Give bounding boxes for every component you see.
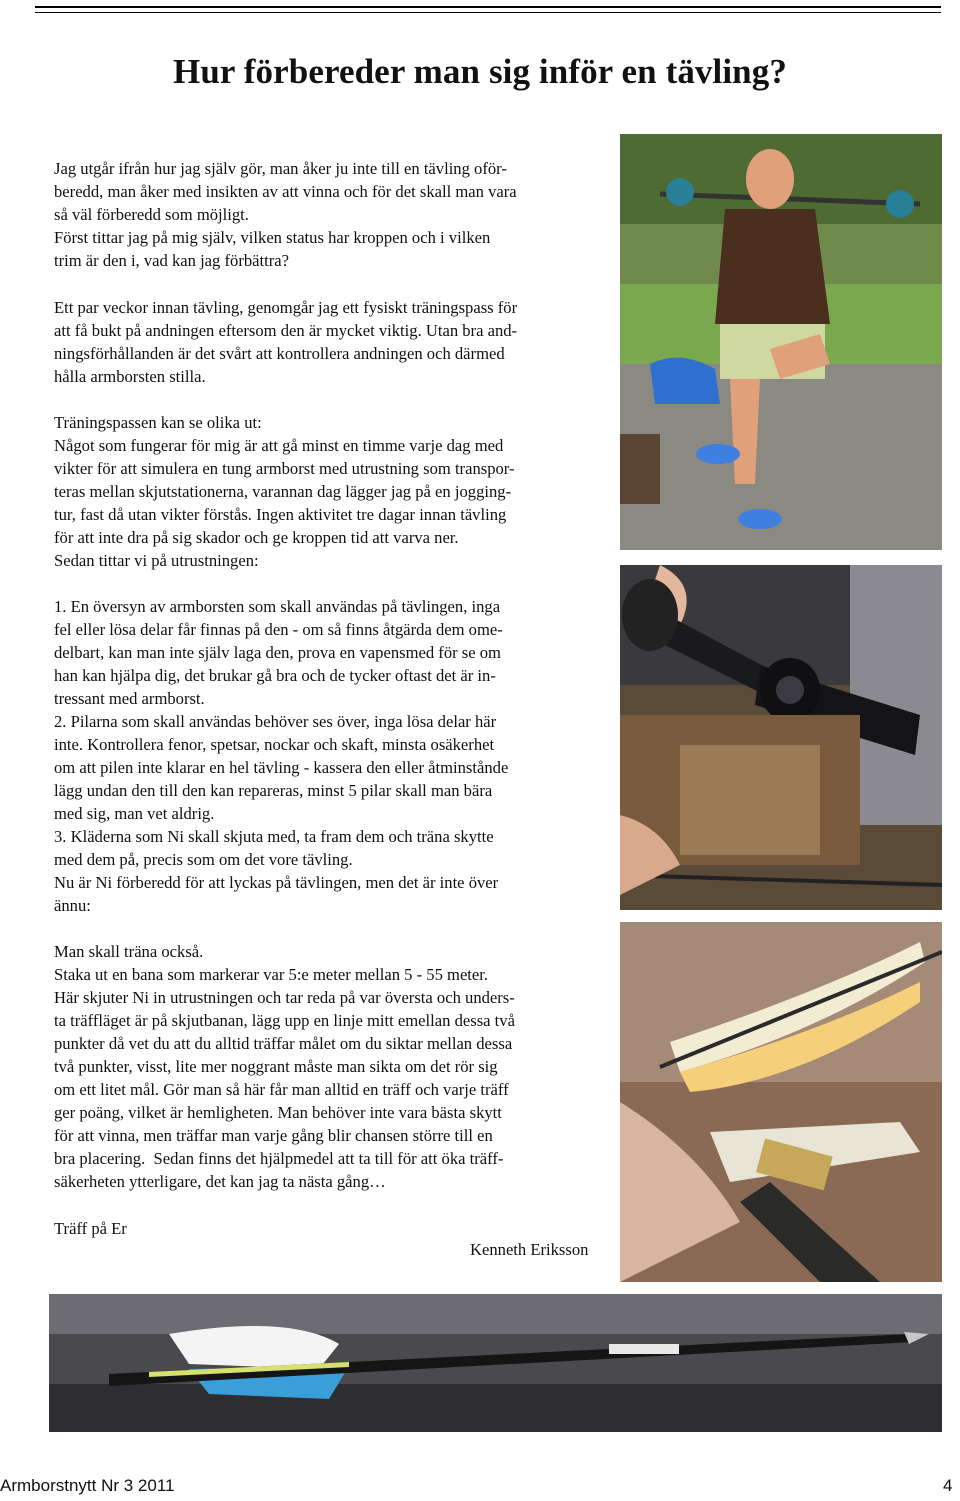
text-line: lägg undan den till den kan repareras, minst 5 pilar skall man bära [54, 781, 493, 800]
footer-page-number: 4 [943, 1476, 953, 1495]
article-title: Hur förbereder man sig inför en tävling? [173, 52, 787, 91]
text-line: han kan hjälpa dig, det brukar gå bra och de tycker oftast det är in- [54, 666, 496, 685]
text-line: vikter för att simulera en tung armborst med utrustning som transpor- [54, 459, 515, 478]
text-line: för att vinna, men träffar man varje gång blir chansen större till en [54, 1126, 493, 1145]
closing-line [54, 1217, 127, 1240]
text-line: för att inte dra på sig skador och ge kroppen tid att varva ner. [54, 528, 459, 547]
text-line: Sedan tittar vi på utrustningen: [54, 551, 259, 570]
text-line: beredd, man åker med insikten av att vinna och för det skall man vara [54, 182, 517, 201]
text-line: 1. En översyn av armborsten som skall användas på tävlingen, inga [54, 597, 501, 616]
footer-publication: Armborstnytt Nr 3 2011 [0, 1476, 175, 1495]
text-line: hålla armborsten stilla. [54, 367, 206, 386]
text-line: Först tittar jag på mig själv, vilken status har kroppen och i vilken [54, 228, 491, 247]
text-line: ta träffläget är på skjutbanan, lägg upp en linje mitt emellan dessa två [54, 1011, 515, 1030]
man-lifting-barbell-photo [620, 134, 942, 550]
crossbow-arrow-photo [49, 1294, 942, 1432]
text-line: delbart, kan man inte själv laga den, prova en vapensmed för se om [54, 643, 501, 662]
text-line: 3. Kläderna som Ni skall skjuta med, ta fram dem och träna skytte [54, 827, 494, 846]
text-line: om ett litet mål. Gör man så här får man alltid en träff och varje träff [54, 1080, 509, 1099]
text-line: inte. Kontrollera fenor, spetsar, nockar och skaft, minsta osäkerhet [54, 735, 495, 754]
text-line: tur, fast då utan vikter förstås. Ingen aktivitet tre dagar innan tävling [54, 505, 507, 524]
text-line: fel eller lösa delar får finnas på den - om så finns åtgärda dem ome- [54, 620, 503, 639]
text-line: Nu är Ni förberedd för att lyckas på tävlingen, men det är inte över [54, 873, 499, 892]
header-rule [35, 6, 941, 8]
text-line: ger poäng, vilket är hemligheten. Man behöver inte vara bästa skytt [54, 1103, 502, 1122]
training-paragraph [54, 296, 517, 388]
text-line: två punkter, visst, lite mer noggrant måste man sikta om det rör sig [54, 1057, 498, 1076]
practice-paragraph [54, 940, 515, 1193]
text-line: bra placering. Sedan finns det hjälpmedel att ta till för att öka träff- [54, 1149, 504, 1168]
text-line: om att pilen inte klarar en hel tävling - kassera den eller åtminstånde [54, 758, 509, 777]
text-line: Jag utgår ifrån hur jag själv gör, man åker ju inte till en tävling oför- [54, 159, 507, 178]
arrow-fletching-closeup-photo [620, 922, 942, 1282]
intro-paragraph [54, 157, 517, 272]
closing-text: Träff på Er [54, 1219, 127, 1238]
text-line: Något som fungerar för mig är att gå minst en timme varje dag med [54, 436, 504, 455]
text-line: säkerheten ytterligare, det kan jag ta nästa gång… [54, 1172, 386, 1191]
text-line: Ett par veckor innan tävling, genomgår jag ett fysiskt träningspass för [54, 298, 518, 317]
text-line: trim är den i, vad kan jag förbättra? [54, 251, 289, 270]
text-line: punkter då vet du att du alltid träffar målet om du siktar mellan dessa [54, 1034, 513, 1053]
text-line: Här skjuter Ni in utrustningen och tar reda på var översta och unders- [54, 988, 515, 1007]
text-line: teras mellan skjutstationerna, varannan dag lägger jag på en jogging- [54, 482, 512, 501]
text-line: med dem på, precis som om det vore tävling. [54, 850, 353, 869]
header-rule-thin [35, 12, 941, 13]
text-line: att få bukt på andningen eftersom den är mycket viktig. Utan bra and- [54, 321, 518, 340]
text-line: ningsförhållanden är det svårt att kontrollera andningen och därmed [54, 344, 505, 363]
text-line: Man skall träna också. [54, 942, 204, 961]
text-line: så väl förberedd som möjligt. [54, 205, 249, 224]
text-line: 2. Pilarna som skall användas behöver ses över, inga lösa delar här [54, 712, 497, 731]
equipment-paragraph [54, 595, 508, 917]
exercise-paragraph [54, 411, 515, 572]
text-line: ännu: [54, 896, 91, 915]
text-line: Staka ut en bana som markerar var 5:e meter mellan 5 - 55 meter. [54, 965, 489, 984]
text-line: Träningspassen kan se olika ut: [54, 413, 262, 432]
crossbow-scope-photo [620, 565, 942, 910]
author-signature: Kenneth Eriksson [470, 1240, 589, 1259]
text-line: med sig, man vet aldrig. [54, 804, 215, 823]
text-line: tressant med armborst. [54, 689, 205, 708]
